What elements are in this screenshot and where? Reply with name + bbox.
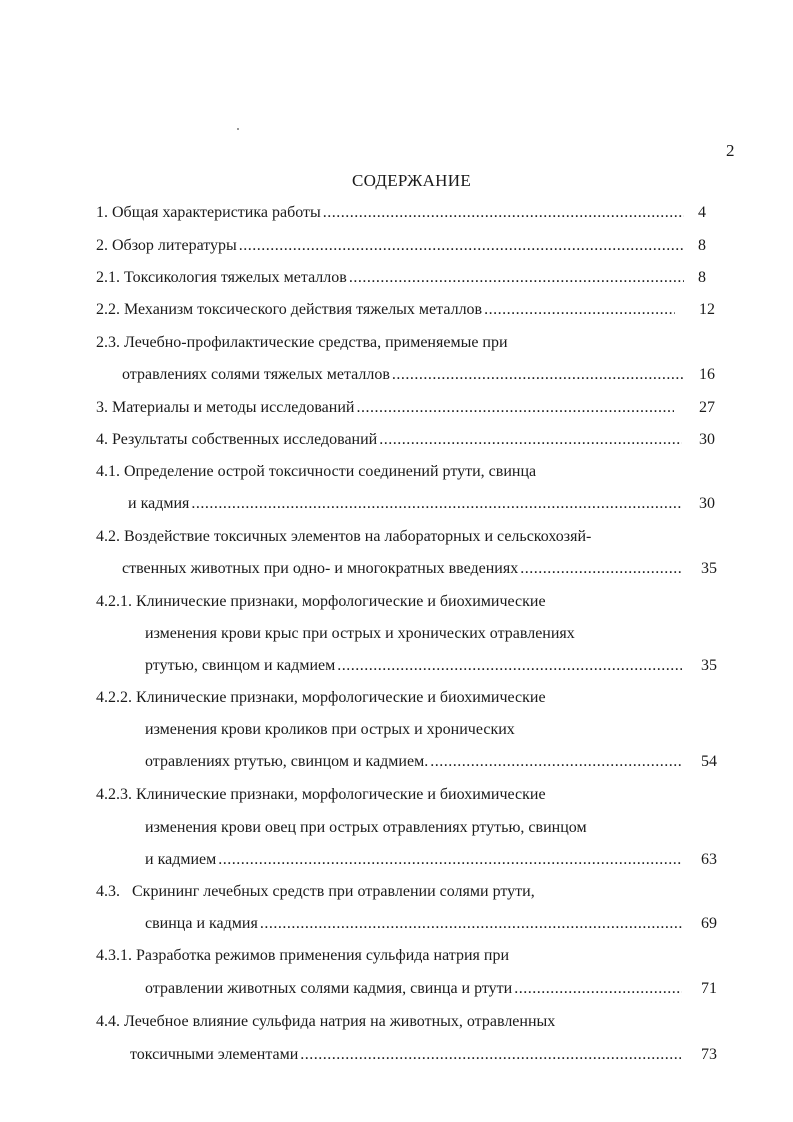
toc-page-number: 30 xyxy=(699,431,715,448)
toc-title: СОДЕРЖАНИЕ xyxy=(351,171,472,190)
toc-entry-text: 2.2. Механизм токсического действия тяжелых металлов xyxy=(96,301,483,318)
toc-page-number: 8 xyxy=(698,237,706,254)
toc-entry-text: ртутью, свинцом и кадмием xyxy=(145,657,336,674)
toc-entry-line xyxy=(145,752,685,772)
toc-entry-text: 1. Общая характеристика работы xyxy=(96,204,321,221)
toc-entry-text: 2. Обзор литературы xyxy=(96,237,237,254)
toc-entry-line xyxy=(96,203,688,223)
toc-entry-text: свинца и кадмия xyxy=(145,915,258,932)
toc-entry-line: 4.1. Определение острой токсичности соединений ртути, свинца xyxy=(96,463,537,480)
leader-dots xyxy=(191,494,682,514)
leader-dots xyxy=(520,559,682,579)
toc-entry-text: отравлениях солями тяжелых металлов xyxy=(122,366,390,383)
toc-entry-line: 4.3.1. Разработка режимов применения сульфида натрия при xyxy=(96,947,509,964)
toc-entry-line: изменения крови крыс при острых и хронических отравлениях xyxy=(145,625,575,642)
toc-entry-text: и кадмием xyxy=(145,851,217,868)
toc-page-number: 73 xyxy=(701,1046,717,1063)
leader-dots xyxy=(514,979,682,999)
toc-page-number: 12 xyxy=(699,301,715,318)
leader-dots xyxy=(349,268,684,288)
toc-entry-text: токсичными элементами xyxy=(130,1046,299,1063)
toc-entry-line xyxy=(130,1045,685,1065)
leader-dots xyxy=(430,752,681,772)
toc-entry-line xyxy=(122,559,686,579)
toc-page-number: 54 xyxy=(701,753,717,770)
toc-entry-text: 4. Результаты собственных исследований xyxy=(96,431,378,448)
toc-entry-line xyxy=(96,398,678,418)
toc-entry-line: 4.2.2. Клинические признаки, морфологические и биохимические xyxy=(96,689,546,706)
toc-page-number: 16 xyxy=(699,366,715,383)
leader-dots xyxy=(356,398,674,418)
toc-entry-line xyxy=(96,236,688,256)
toc-page-number: 35 xyxy=(701,657,717,674)
page-number: 2 xyxy=(726,141,735,160)
toc-entry-line: 4.4. Лечебное влияние сульфида натрия на животных, отравленных xyxy=(96,1013,556,1030)
toc-entry-line: изменения крови кроликов при острых и хронических xyxy=(145,721,515,738)
toc-page-number: 35 xyxy=(701,560,717,577)
toc-entry-line: 2.3. Лечебно-профилактические средства, применяемые при xyxy=(96,334,508,351)
toc-entry-line xyxy=(122,365,688,385)
toc-entry-text: отравлении животных солями кадмия, свинца и ртути xyxy=(145,980,513,997)
toc-entry-line: 4.2.1. Клинические признаки, морфологические и биохимические xyxy=(96,593,546,610)
leader-dots xyxy=(300,1045,681,1065)
toc-page-number: 4 xyxy=(698,204,706,221)
toc-entry-text: ственных животных при одно- и многократных введениях xyxy=(122,560,519,577)
toc-page-number: 63 xyxy=(701,851,717,868)
toc-entry-line xyxy=(96,268,688,288)
toc-entry-line: 4.2.3. Клинические признаки, морфологические и биохимические xyxy=(96,786,546,803)
toc-entry-line xyxy=(145,979,686,999)
toc-entry-text: отравлениях ртутью, свинцом и кадмием. xyxy=(145,753,429,770)
leader-dots xyxy=(323,203,684,223)
toc-page-number: 30 xyxy=(699,495,715,512)
scan-speck xyxy=(237,128,239,130)
leader-dots xyxy=(392,365,684,385)
toc-entry-line xyxy=(145,850,685,870)
toc-entry-line: изменения крови овец при острых отравлениях ртутью, свинцом xyxy=(145,819,587,836)
toc-page-number: 27 xyxy=(699,399,715,416)
toc-entry-line: 4.3. Скрининг лечебных средств при отравлении солями ртути, xyxy=(96,883,535,900)
toc-entry-line xyxy=(145,656,686,676)
toc-entry-line xyxy=(96,300,679,320)
toc-entry-line: 4.2. Воздействие токсичных элементов на лабораторных и сельскохозяй- xyxy=(96,528,592,545)
leader-dots xyxy=(239,236,684,256)
toc-page-number: 69 xyxy=(701,915,717,932)
toc-page-number: 71 xyxy=(701,980,717,997)
toc-page-number: 8 xyxy=(698,269,706,286)
leader-dots xyxy=(379,430,682,450)
leader-dots xyxy=(260,914,682,934)
toc-entry-text: 2.1. Токсикология тяжелых металлов xyxy=(96,269,347,286)
leader-dots xyxy=(337,656,682,676)
toc-entry-line xyxy=(145,914,686,934)
toc-entry-line xyxy=(96,430,686,450)
leader-dots xyxy=(484,300,675,320)
toc-entry-text: и кадмия xyxy=(128,495,190,512)
toc-entry-text: 3. Материалы и методы исследований xyxy=(96,399,355,416)
leader-dots xyxy=(218,850,681,870)
toc-entry-line xyxy=(128,494,686,514)
